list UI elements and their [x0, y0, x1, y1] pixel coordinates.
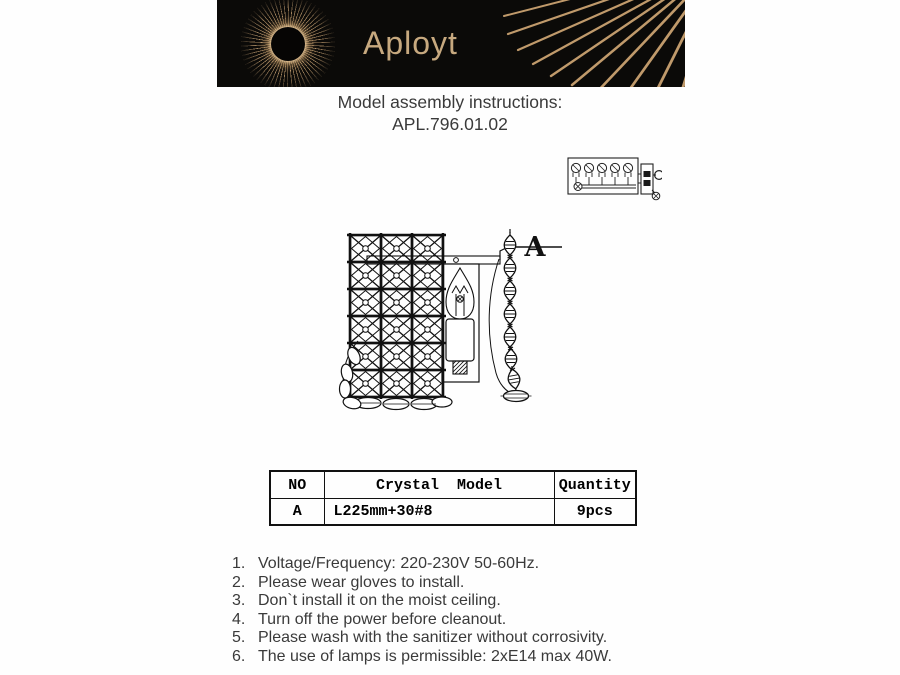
parts-table: [269, 470, 637, 526]
item-text: The use of lamps is permissible: 2xE14 max 40W.: [258, 647, 612, 665]
list-item: [232, 592, 702, 611]
item-number: 4.: [232, 610, 246, 628]
lamp-assembly-drawing: [330, 223, 580, 428]
list-item: [232, 555, 702, 574]
brand-banner: [217, 0, 685, 87]
instructions-list: [232, 555, 702, 667]
item-text: Voltage/Frequency: 220-230V 50-60Hz.: [258, 555, 540, 572]
item-text: Please wash with the sanitizer without corrosivity.: [258, 629, 608, 647]
page-title: Model assembly instructions:: [337, 92, 563, 112]
list-item: [232, 574, 702, 593]
item-number: 5.: [232, 629, 246, 647]
model-number: APL.796.01.02: [392, 114, 508, 134]
item-text: Please wear gloves to install.: [258, 573, 465, 591]
cell-model: L225mm+30#8: [324, 499, 554, 526]
list-item: [232, 629, 702, 648]
item-text: Turn off the power before cleanout.: [258, 610, 507, 628]
table-row: [270, 499, 636, 526]
list-item: [232, 611, 702, 630]
part-label-text: A: [524, 232, 546, 263]
item-number: 6.: [232, 647, 246, 665]
item-number: 3.: [232, 592, 246, 610]
part-label-a: [516, 232, 562, 263]
bulb-and-socket: [442, 264, 479, 382]
table-header-row: [270, 471, 636, 499]
brand-logo-text: Aployt: [363, 25, 458, 61]
terminal-block-drawing: [562, 151, 662, 206]
col-header-no: NO: [270, 471, 324, 499]
item-number: 2.: [232, 573, 246, 591]
col-header-quantity: Quantity: [554, 471, 636, 499]
banner-fan-rays-decoration: [217, 0, 685, 87]
list-item: [232, 648, 702, 667]
item-number: 1.: [232, 555, 246, 572]
cell-quantity: 9pcs: [554, 499, 636, 526]
cell-no: A: [270, 499, 324, 526]
col-header-model: Crystal Model: [324, 471, 554, 499]
item-text: Don`t install it on the moist ceiling.: [258, 592, 501, 610]
